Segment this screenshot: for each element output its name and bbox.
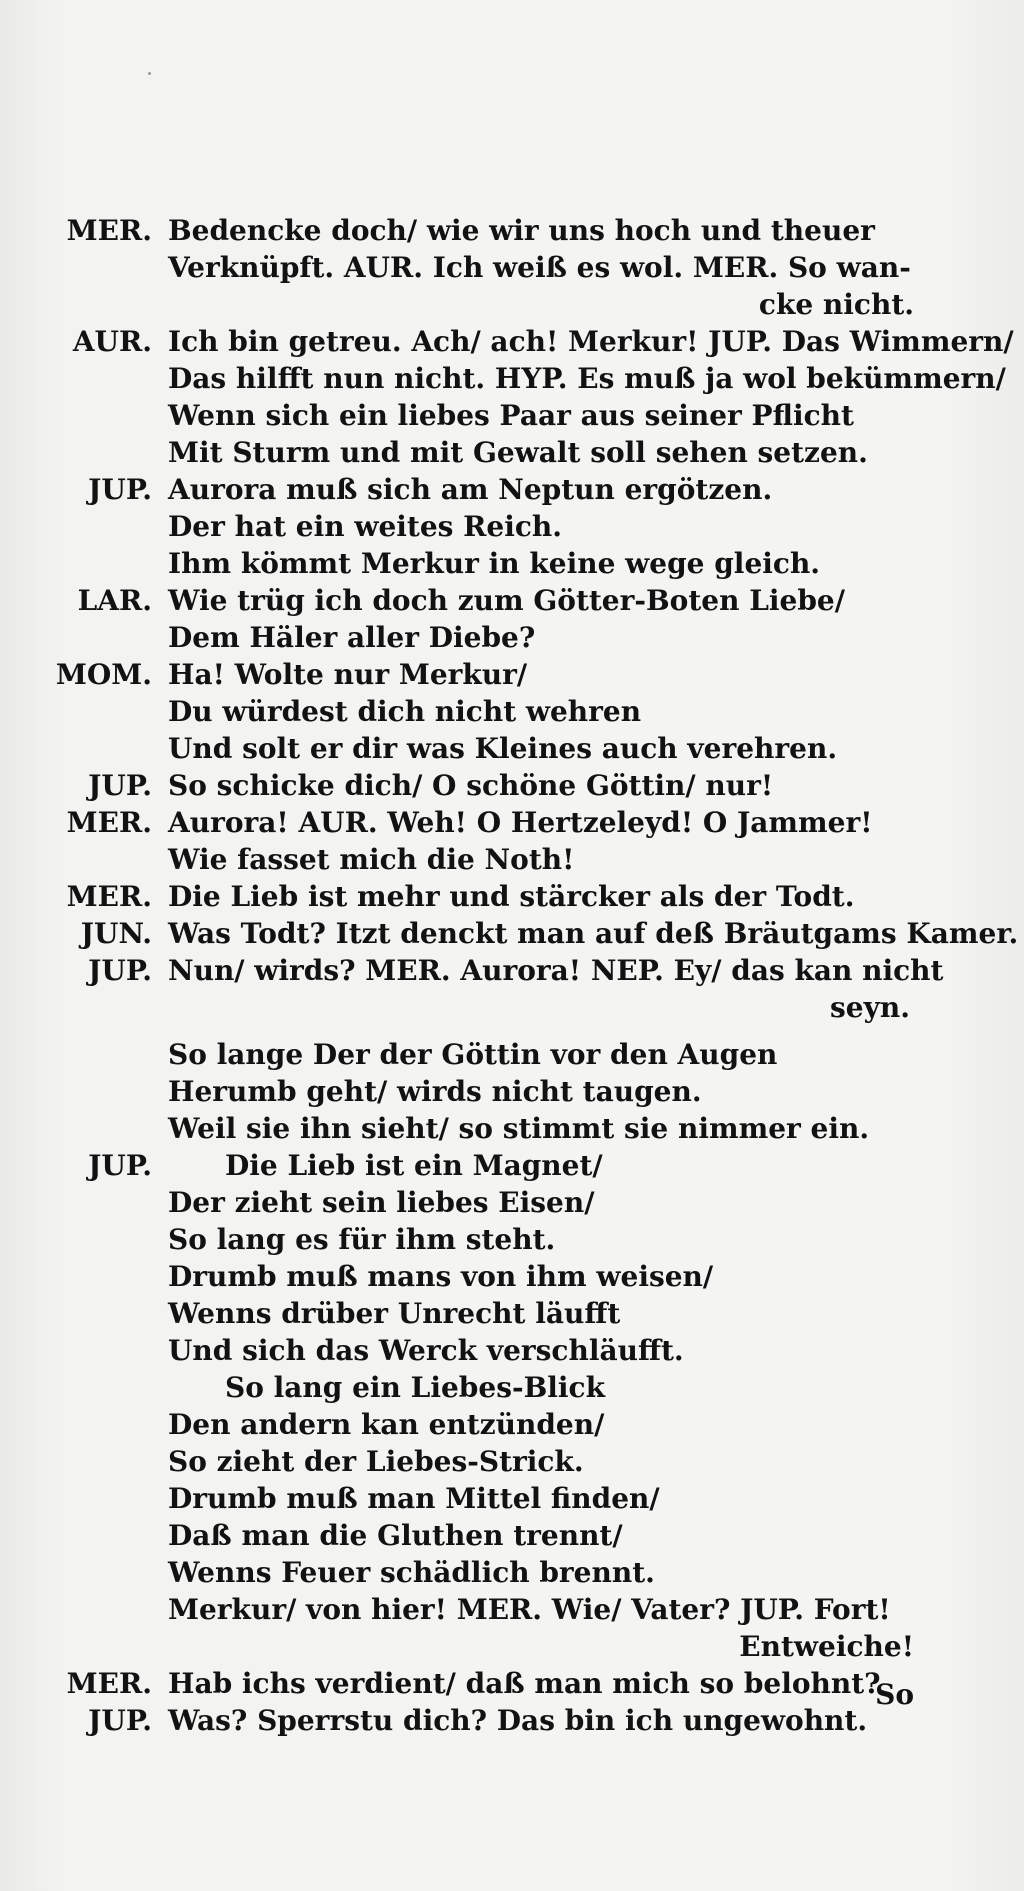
verse-line (0, 1517, 1024, 1554)
verse-text: Dem Häler aller Diebe? (168, 621, 536, 654)
verse-line (0, 397, 1024, 434)
play-text (0, 212, 1024, 1739)
verse-text: Verknüpft. AUR. Ich weiß es wol. MER. So wan- (168, 251, 911, 284)
verse-line (0, 915, 1024, 952)
verse-line (0, 508, 1024, 545)
catchword: So (875, 1678, 914, 1711)
verse-line (0, 1147, 1024, 1184)
speaker-label: JUP. (88, 1704, 152, 1737)
verse-line (0, 878, 1024, 915)
verse-line (0, 1036, 1024, 1073)
speaker-label: JUP. (88, 954, 152, 987)
verse-text: Mit Sturm und mit Gewalt soll sehen setzen. (168, 436, 868, 469)
speaker-label: JUN. (80, 917, 152, 950)
verse-text: Und sich das Werck verschläufft. (168, 1334, 684, 1367)
verse-text: Ich bin getreu. Ach/ ach! Merkur! JUP. Das Wimmern/ (168, 325, 1014, 358)
verse-line (0, 1628, 1024, 1665)
verse-line (0, 1554, 1024, 1591)
verse-line (0, 1665, 1024, 1702)
verse-line (0, 323, 1024, 360)
verse-line (0, 1480, 1024, 1517)
verse-line (0, 1184, 1024, 1221)
verse-line (0, 1332, 1024, 1369)
verse-text: Aurora muß sich am Neptun ergötzen. (168, 473, 773, 506)
verse-text: Ihm kömmt Merkur in keine wege gleich. (168, 547, 821, 580)
verse-text: Nun/ wirds? MER. Aurora! NEP. Ey/ das kan nicht (168, 954, 944, 987)
verse-text: Drumb muß mans von ihm weisen/ (168, 1260, 714, 1293)
verse-runover: seyn. (830, 991, 910, 1024)
verse-text: So lang es für ihm steht. (168, 1223, 556, 1256)
speaker-label: AUR. (72, 325, 152, 358)
verse-line (0, 1702, 1024, 1739)
speaker-label: MOM. (55, 658, 152, 691)
verse-line (0, 1073, 1024, 1110)
speaker-label: JUP. (88, 1149, 152, 1182)
verse-text: Aurora! AUR. Weh! O Hertzeleyd! O Jammer! (168, 806, 873, 839)
verse-text: Was? Sperrstu dich? Das bin ich ungewohnt. (168, 1704, 868, 1737)
verse-line (0, 212, 1024, 249)
verse-text-indented: So lang ein Liebes-Blick (225, 1371, 605, 1404)
verse-line (0, 249, 1024, 286)
verse-line (0, 545, 1024, 582)
verse-text: Wenns Feuer schädlich brennt. (168, 1556, 655, 1589)
speaker-label: MER. (66, 1667, 152, 1700)
verse-text: Wie trüg ich doch zum Götter-Boten Liebe/ (168, 584, 845, 617)
verse-runover: cke nicht. (758, 288, 914, 321)
verse-text: Herumb geht/ wirds nicht taugen. (168, 1075, 702, 1108)
verse-text: Das hilfft nun nicht. HYP. Es muß ja wol bekümmern/ (168, 362, 1006, 395)
verse-line (0, 804, 1024, 841)
verse-line (0, 619, 1024, 656)
verse-text-indented: Die Lieb ist ein Magnet/ (225, 1149, 603, 1182)
verse-line (0, 1406, 1024, 1443)
verse-text: Wie fasset mich die Noth! (168, 843, 575, 876)
verse-text: Der hat ein weites Reich. (168, 510, 563, 543)
verse-text: Du würdest dich nicht wehren (168, 695, 642, 728)
verse-line (0, 1295, 1024, 1332)
verse-text: Ha! Wolte nur Merkur/ (168, 658, 528, 691)
verse-text: Merkur/ von hier! MER. Wie/ Vater? JUP. Fort! (168, 1593, 891, 1626)
verse-line (0, 730, 1024, 767)
verse-text: Drumb muß man Mittel finden/ (168, 1482, 660, 1515)
verse-text: Bedencke doch/ wie wir uns hoch und theuer (168, 214, 875, 247)
verse-text: So zieht der Liebes-Strick. (168, 1445, 584, 1478)
verse-line (0, 286, 1024, 323)
speaker-label: JUP. (88, 473, 152, 506)
verse-text: So schicke dich/ O schöne Göttin/ nur! (168, 769, 774, 802)
verse-line (0, 360, 1024, 397)
verse-text: So lange Der der Göttin vor den Augen (168, 1038, 778, 1071)
verse-text: Den andern kan entzünden/ (168, 1408, 605, 1441)
speaker-label: MER. (66, 214, 152, 247)
verse-text: Weil sie ihn sieht/ so stimmt sie nimmer ein. (168, 1112, 870, 1145)
verse-line (0, 1591, 1024, 1628)
verse-line (0, 1110, 1024, 1147)
speaker-label: LAR. (77, 584, 152, 617)
verse-line (0, 841, 1024, 878)
speaker-label: JUP. (88, 769, 152, 802)
verse-line (0, 1258, 1024, 1295)
verse-line (0, 767, 1024, 804)
stanza-gap (0, 1026, 1024, 1036)
verse-line (0, 693, 1024, 730)
speaker-label: MER. (66, 880, 152, 913)
verse-text: Wenn sich ein liebes Paar aus seiner Pflicht (168, 399, 854, 432)
verse-text: Die Lieb ist mehr und stärcker als der Todt. (168, 880, 855, 913)
verse-text: Wenns drüber Unrecht läufft (168, 1297, 621, 1330)
verse-line (0, 989, 1024, 1026)
verse-line (0, 582, 1024, 619)
speaker-label: MER. (66, 806, 152, 839)
verse-text: Daß man die Gluthen trennt/ (168, 1519, 623, 1552)
verse-line (0, 656, 1024, 693)
paper-speck (148, 72, 151, 75)
verse-text: Der zieht sein liebes Eisen/ (168, 1186, 595, 1219)
verse-text: Hab ichs verdient/ daß man mich so belohnt? (168, 1667, 881, 1700)
verse-line (0, 1221, 1024, 1258)
verse-runover: Entweiche! (739, 1630, 914, 1663)
verse-line (0, 1369, 1024, 1406)
verse-text: Und solt er dir was Kleines auch verehren. (168, 732, 838, 765)
verse-line (0, 1443, 1024, 1480)
verse-line (0, 952, 1024, 989)
verse-text: Was Todt? Itzt denckt man auf deß Bräutgams Kamer. (168, 917, 1019, 950)
verse-line (0, 434, 1024, 471)
verse-line (0, 471, 1024, 508)
